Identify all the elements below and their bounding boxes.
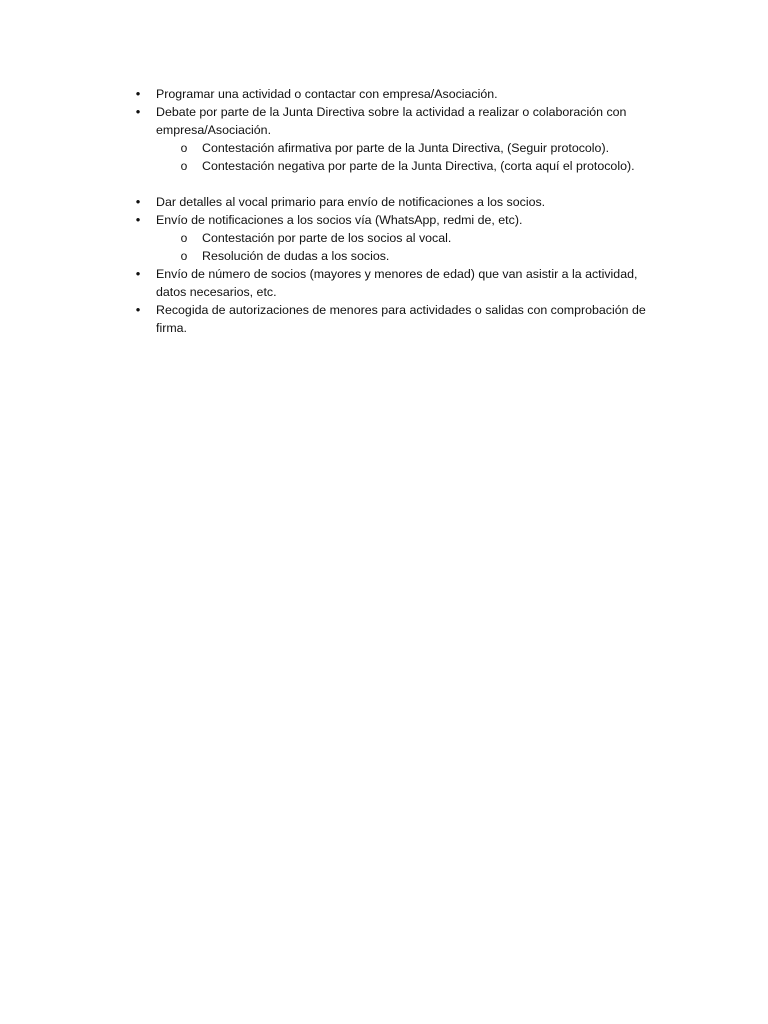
bullet-icon: • (135, 194, 141, 209)
list-item (130, 301, 670, 337)
bullet-icon: • (135, 86, 141, 101)
sub-list-item-text: Resolución de dudas a los socios. (202, 249, 390, 263)
sub-list-item (156, 247, 670, 265)
list-item (130, 193, 670, 211)
sub-bullet-icon: o (180, 141, 188, 155)
list-item (130, 85, 670, 103)
sub-list-item (156, 157, 670, 175)
document-body (130, 85, 670, 337)
sub-list-item-text: Contestación afirmativa por parte de la Junta Directiva, (Seguir protocolo). (202, 141, 610, 155)
sub-bullet-icon: o (180, 159, 188, 173)
list-item-text: Envío de número de socios (mayores y menores de edad) que van asistir a la actividad, datos necesarios, etc. (156, 267, 638, 299)
list-item-text: Envío de notificaciones a los socios vía (WhatsApp, redmi de, etc). (156, 213, 523, 227)
list-item (130, 265, 670, 301)
list-item-text: Dar detalles al vocal primario para envío de notificaciones a los socios. (156, 195, 546, 209)
bullet-icon: • (135, 302, 141, 317)
list-item (130, 103, 670, 175)
sub-list-item (156, 139, 670, 157)
sub-list (156, 139, 670, 175)
list-item-text: Programar una actividad o contactar con empresa/Asociación. (156, 87, 498, 101)
list-item (130, 211, 670, 265)
bullet-list (130, 85, 670, 337)
sub-bullet-icon: o (180, 231, 188, 245)
bullet-icon: • (135, 212, 141, 227)
list-item-text: Debate por parte de la Junta Directiva sobre la actividad a realizar o colaboración con empresa/Asociación. (156, 105, 627, 137)
sub-list-item-text: Contestación negativa por parte de la Junta Directiva, (corta aquí el protocolo). (202, 159, 635, 173)
bullet-icon: • (135, 104, 141, 119)
sub-list-item (156, 229, 670, 247)
sub-bullet-icon: o (180, 249, 188, 263)
list-item-text: Recogida de autorizaciones de menores para actividades o salidas con comprobación de firma. (156, 303, 646, 335)
bullet-icon: • (135, 266, 141, 281)
sub-list (156, 229, 670, 265)
sub-list-item-text: Contestación por parte de los socios al vocal. (202, 231, 452, 245)
